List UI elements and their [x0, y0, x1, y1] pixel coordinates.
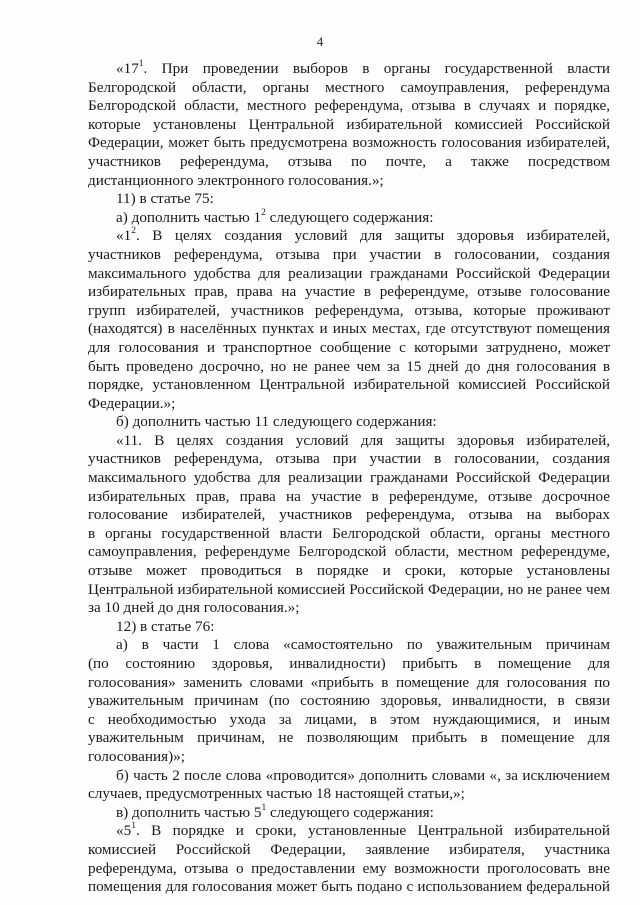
paragraph: [88, 804, 610, 823]
text-line: Центральной избирательной комиссией Российской Федерации, но не ранее чем: [88, 580, 610, 598]
text-line: случаев, предусмотренных частью 18 настоящей статьи,»;: [88, 785, 465, 803]
text-line: в органы государственной власти Белгородской области, органы местного: [88, 524, 610, 542]
text-line: «$1^2$. В целях создания условий для защиты здоровья избирателей,: [116, 226, 610, 245]
text-line: дистанционного электронного голосования.»;: [88, 171, 384, 189]
text-line: комиссией Российской Федерации, заявление избирателя, участника: [88, 840, 610, 858]
text-line: порядке, установленном Центральной избирательной комиссией Российской: [88, 376, 610, 394]
text-line: быть проведено досрочно, но не ранее чем за 15 дней до дня голосования в: [88, 357, 610, 375]
text-line: Белгородской области, органы местного самоуправления, референдума: [88, 78, 610, 96]
text-line: участников референдума, отзыва по почте, а также посредством: [88, 152, 610, 170]
text-line: (по состоянию здоровья, инвалидности) прибыть в помещение для: [88, 655, 610, 672]
text-line: помещения для голосования может быть подано с использованием федеральной: [88, 878, 610, 896]
text-line: 12) в статье 76:: [116, 617, 215, 635]
text-line: избирательных прав, права на участие в референдуме, отзыве досрочное: [88, 487, 610, 505]
text-line: (находятся) в населённых пунктах и иных местах, где отсутствуют помещения: [88, 320, 610, 338]
text-line: голосования» заменить словами «прибыть в помещение для голосования по: [88, 673, 610, 691]
text-line: самоуправления, референдуме Белгородской области, местном референдуме,: [88, 543, 610, 561]
text-line: а) дополнить частью $1^2$ следующего содержания:: [116, 207, 434, 226]
text-line: голосование избирателей, участников референдума, отзыва на выборах: [88, 506, 610, 524]
text-line: уважительным причинам (по состоянию здоровья, инвалидности, в связи: [88, 692, 610, 710]
paragraph: [88, 767, 610, 804]
text-line: участников референдума, отзыва при участии в голосовании, создания: [88, 450, 610, 468]
paragraph: [88, 636, 610, 766]
paragraph: [88, 432, 610, 618]
text-line: референдума, отзыва о предоставлении ему возможности проголосовать вне: [88, 859, 610, 877]
text-line: Белгородской области, местного референдума, отзыва в случаях и порядке,: [88, 97, 610, 115]
text-line: в) дополнить частью $5^1$ следующего содержания:: [116, 802, 434, 821]
text-line: 11) в статье 75:: [116, 190, 214, 208]
text-line: для голосования и транспортное сообщение с которыми затруднено, может: [88, 338, 610, 356]
paragraph: [88, 618, 610, 637]
text-line: максимального удобства для реализации гражданами Российской Федерации: [88, 264, 610, 282]
text-line: б) часть 2 после слова «проводится» дополнить словами «, за исключением: [116, 766, 610, 784]
text-line: а) в части 1 слова «самостоятельно по уважительным причинам: [116, 636, 610, 654]
text-line: избирательных прав, права на участие в референдуме, отзыве голосование: [88, 283, 610, 301]
paragraph: [88, 60, 610, 190]
text-line: максимального удобства для реализации гражданами Российской Федерации: [88, 469, 610, 487]
text-line: которые установлены Центральной избирательной комиссией Российской: [88, 115, 610, 133]
text-line: за 10 дней до дня голосования.»;: [88, 599, 300, 617]
text-line: б) дополнить частью 11 следующего содержания:: [116, 413, 437, 431]
paragraph: [88, 413, 610, 432]
text-line: Федерации, может быть предусмотрена возможность голосования избирателей,: [88, 134, 610, 152]
text-line: «$5^1$. В порядке и сроки, установленные Центральной избирательной: [116, 821, 610, 840]
paragraph: [88, 190, 610, 209]
text-line: голосования)»;: [88, 747, 185, 765]
text-line: «$17^1$. При проведении выборов в органы государственной власти: [116, 58, 610, 77]
paragraph: [88, 822, 610, 896]
text-line: с необходимостью ухода за лицами, в этом нуждающимися, и иным: [88, 710, 610, 728]
paragraph: [88, 227, 610, 413]
document-body: [88, 60, 610, 897]
paragraph: [88, 209, 610, 228]
text-line: Федерации.»;: [88, 394, 176, 412]
text-line: участников референдума, отзыва при участии в голосовании, создания: [88, 245, 610, 263]
text-line: отзыве может проводиться в порядке и сроки, которые установлены: [88, 562, 610, 580]
text-line: «11. В целях создания условий для защиты здоровья избирателей,: [116, 431, 610, 449]
page-number: 4: [316, 34, 324, 49]
text-line: уважительным причинам, не позволяющим прибыть в помещение для: [88, 729, 610, 747]
text-line: групп избирателей, участников референдума, отзыва, которые проживают: [88, 301, 610, 319]
